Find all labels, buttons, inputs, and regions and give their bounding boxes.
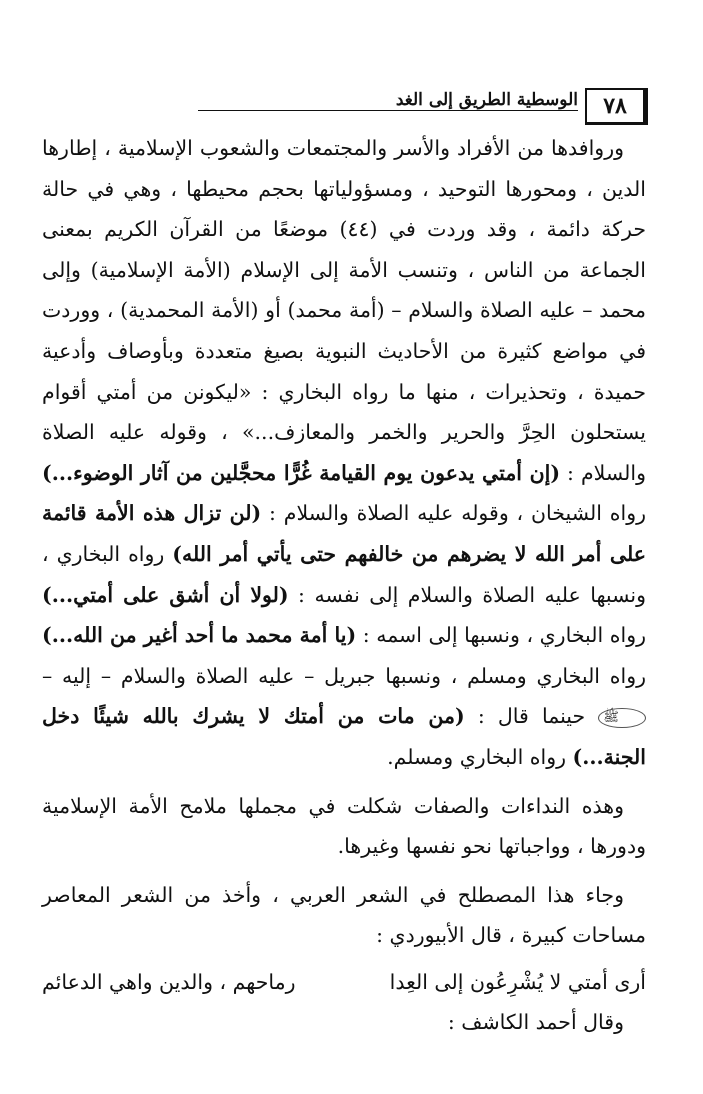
closing-line: وقال أحمد الكاشف :	[447, 1010, 624, 1035]
text-segment: وجاء هذا المصطلح في الشعر العربي ، وأخذ من الشعر المعاصر مساحات كبيرة ، قال الأبيوردي :	[42, 882, 646, 948]
body-text	[42, 128, 646, 1043]
verse-right-hemistich: أرى أمتي لا يُشْرِعُون إلى العِدا	[389, 969, 646, 994]
poem-verse	[42, 962, 646, 1003]
text-segment: رواه البخاري ، ونسبها إلى اسمه :	[356, 623, 646, 648]
text-segment: رواه البخاري ومسلم ، ونسبها جبريل – عليه الصلاة والسلام – إليه –	[42, 663, 646, 688]
hadith-quote: (إن أمتي يدعون يوم القيامة غُرًّا محجَّلين من آثار الوضوء...)	[42, 460, 561, 485]
text-segment: رواه البخاري ، ونسبها عليه الصلاة والسلام إلى نفسه :	[42, 541, 646, 607]
hadith-quote: (لولا أن أشق على أمتي...)	[42, 582, 289, 607]
text-segment: وروافدها من الأفراد والأسر والمجتمعات والشعوب الإسلامية ، إطارها الدين ، ومحورها التوحيد ، ومسؤولياتها بحجم محيطها ، وهي في حالة حركة دائمة ، وقد وردت في (٤٤) موضعًا من القرآن الكريم بمعنى الجماعة من الناس ، وتنسب الأمة إلى الإسلام (الأمة الإسلامية) وإلى محمد – عليه الصلاة والسلام – (أمة محمد) أو (الأمة المحمدية) ، ووردت في مواضع كثيرة من الأحاديث النبوية بصيغ متعددة وبأوصاف وأدعية حميدة ، وتحذيرات ، منها ما رواه البخاري : «ليكونن من أمتي أقوام يستحلون الحِرَّ والحرير والخمر والمعازف...» ، وقوله عليه الصلاة والسلام :	[42, 136, 646, 485]
honorific-mark: ﷺ	[598, 708, 646, 728]
text-segment: وهذه النداءات والصفات شكلت في مجملها ملامح الأمة الإسلامية ودورها ، وواجباتها نحو نفسها وغيرها.	[42, 793, 646, 859]
text-segment: حينما قال :	[464, 704, 599, 729]
page-header	[28, 88, 648, 122]
verse-left-hemistich: رماحهم ، والدين واهي الدعائم	[42, 969, 296, 994]
paragraph-2	[42, 786, 646, 867]
hadith-quote: (من مات من أمتك لا يشرك بالله شيئًا دخل الجنة...)	[42, 704, 646, 769]
header-rule	[198, 110, 578, 111]
page-number: ٧٨	[585, 88, 648, 125]
hadith-quote: (يا أمة محمد ما أحد أغير من الله...)	[42, 623, 357, 648]
hadith-quote: (لن تزال هذه الأمة قائمة على أمر الله لا يضرهم من خالفهم حتى يأتي أمر الله)	[42, 501, 646, 566]
paragraph-1	[42, 128, 646, 778]
paragraph-3	[42, 875, 646, 956]
text-segment: رواه البخاري ومسلم.	[387, 744, 573, 769]
running-title: الوسطية الطريق إلى الغد	[395, 90, 578, 110]
text-segment: رواه الشيخان ، وقوله عليه الصلاة والسلام :	[261, 501, 647, 526]
